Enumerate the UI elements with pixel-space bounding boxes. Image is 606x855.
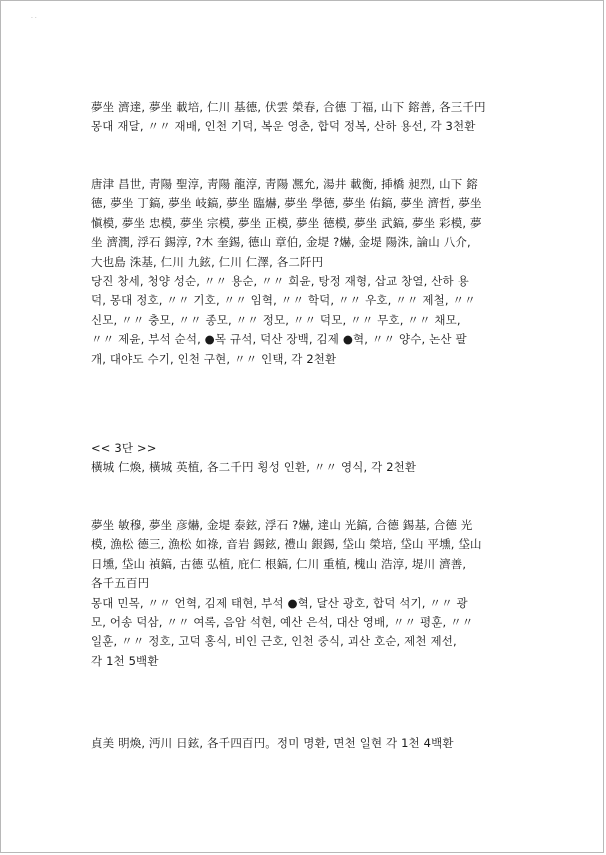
text-line: 德, 夢坐 丁鎬, 夢坐 岐鎬, 夢坐 臨爀, 夢坐 學德, 夢坐 佑鎬, 夢坐 濟哲, 夢坐 (91, 196, 482, 211)
donation-section-1 (91, 98, 531, 137)
donation-section-2 (91, 175, 531, 369)
text-line: 당진 창세, 청양 성순, 〃〃 용순, 〃〃 희윤, 탕정 재형, 삽교 창열, 산하 용 (91, 273, 469, 288)
text-line: 개, 대야도 수기, 인천 구현, 〃〃 인택, 각 2천환 (91, 351, 337, 366)
text-line: 貞美 明煥, 沔川 日鉉, 各千四百円。정미 명환, 면천 일현 각 1천 4백환 (91, 736, 454, 750)
text-line: 模, 漁松 德三, 漁松 如祿, 音岩 錫鉉, 禮山 銀錫, 垈山 榮培, 垈山 平壎, 垈山 (91, 537, 482, 552)
text-line: 夢坐 濟達, 夢坐 載培, 仁川 基德, 伏雲 榮春, 合德 丁福, 山下 鎔善, 各三千円 (91, 100, 486, 114)
donation-section-3 (91, 439, 531, 478)
text-line: 各千五百円 (91, 576, 150, 591)
text-line: 몽대 민목, 〃〃 언혁, 김제 태현, 부석 ●혁, 달산 광호, 합덕 석기, 〃〃 광 (91, 595, 468, 610)
page-mark: · · (31, 15, 37, 22)
text-line: 橫城 仁煥, 橫城 英植, 各二千円 횡성 인환, 〃〃 영식, 각 2천환 (91, 460, 417, 475)
text-line: 愼模, 夢坐 忠模, 夢坐 宗模, 夢坐 正模, 夢坐 德模, 夢坐 武鎬, 夢坐 彩模, 夢 (91, 215, 482, 230)
text-line: 坐 濟潤, 浮石 錫淳, ?木 奎錫, 德山 章伯, 金堤 ?爀, 金堤 陽洙, 論山 八介, (91, 235, 471, 250)
section-heading: << 3단 >> (91, 441, 157, 455)
text-line: 각 1천 5백환 (91, 653, 159, 668)
text-line: 日壎, 垈山 禎鎬, 古德 弘植, 庇仁 根鎬, 仁川 重植, 槐山 浩淳, 堤川 濟善, (91, 556, 467, 571)
text-line: 몽대 재달, 〃〃 재배, 인천 기덕, 복운 영춘, 합덕 정복, 산하 용선, 각 3천환 (91, 119, 476, 134)
text-line: 大也島 洙基, 仁川 九鉉, 仁川 仁澤, 各二阡円 (91, 254, 324, 269)
donation-section-5 (91, 734, 531, 753)
text-line: 신모, 〃〃 충모, 〃〃 종모, 〃〃 정모, 〃〃 덕모, 〃〃 무호, 〃〃 채모, (91, 312, 461, 327)
text-line: 〃〃 제윤, 부석 순석, ●목 규석, 덕산 장백, 김제 ●혁, 〃〃 양수, 논산 팔 (91, 332, 467, 347)
text-line: 夢坐 敏穆, 夢坐 彦爀, 金堤 泰鉉, 浮石 ?爀, 達山 光鎬, 合德 錫基, 合德 光 (91, 518, 473, 532)
text-line: 일훈, 〃〃 정호, 고덕 홍식, 비인 근호, 인천 중식, 괴산 호순, 제천 제선, (91, 634, 457, 649)
text-line: 모, 어송 덕삼, 〃〃 여록, 음암 석현, 예산 은석, 대산 영배, 〃〃 평훈, 〃〃 (91, 614, 474, 629)
text-line: 唐津 昌世, 靑陽 聖淳, 靑陽 龍淳, 靑陽 凞允, 湯井 載衡, 揷橋 昶烈, 山下 鎔 (91, 177, 478, 191)
donation-section-4 (91, 516, 531, 671)
text-line: 덕, 몽대 정호, 〃〃 기호, 〃〃 임혁, 〃〃 학덕, 〃〃 우호, 〃〃 제철, 〃〃 (91, 293, 476, 308)
